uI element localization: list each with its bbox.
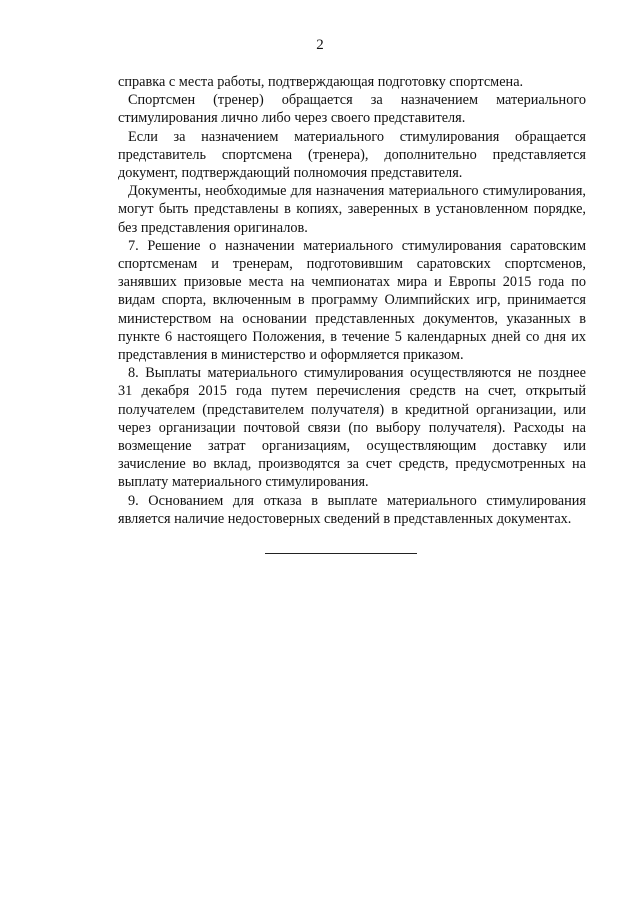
- paragraph-item-8: 8. Выплаты материального стимулирования осуществляются не позднее 31 декабря 2015 года путем перечисления средств на счет, открытый получателем (представителем получателя) в кредитной организации, или через организации почтовой связи (по выбору получателя). Расходы на возмещение затрат организациям, осуществляющим доставку или зачисление во вклад, производятся за счет средств, предусмотренных на выплату материального стимулирования.: [118, 365, 586, 491]
- paragraph-item-7: 7. Решение о назначении материального стимулирования саратовским спортсменам и тренерам, подготовившим саратовских спортсменов, занявших призовые места на чемпионатах мира и Европы 2015 года по видам спорта, включенным в программу Олимпийских игр, принимается министерством на основании представленных документов, указанных в пункте 6 настоящего Положения, в течение 5 календарных дней со дня их представления в министерство и оформляется приказом.: [118, 237, 586, 364]
- paragraph-representative: Если за назначением материального стимулирования обращается представитель спортсмена (тренера), дополнительно представляется документ, подтверждающий полномочия представителя.: [118, 128, 586, 182]
- page-number: 2: [316, 37, 324, 53]
- paragraph-continuation: справка с места работы, подтверждающая подготовку спортсмена.: [118, 74, 524, 90]
- paragraph-item-9: 9. Основанием для отказа в выплате материального стимулирования является наличие недостоверных сведений в представленных документах.: [118, 492, 586, 527]
- paragraph-document-copies: Документы, необходимые для назначения материального стимулирования, могут быть представлены в копиях, заверенных в установленном порядке, без представления оригиналов.: [118, 183, 586, 236]
- end-of-document-rule: [265, 553, 417, 554]
- document-body: [118, 73, 586, 528]
- paragraph-athlete-request: Спортсмен (тренер) обращается за назначением материального стимулирования лично либо через своего представителя.: [118, 92, 586, 127]
